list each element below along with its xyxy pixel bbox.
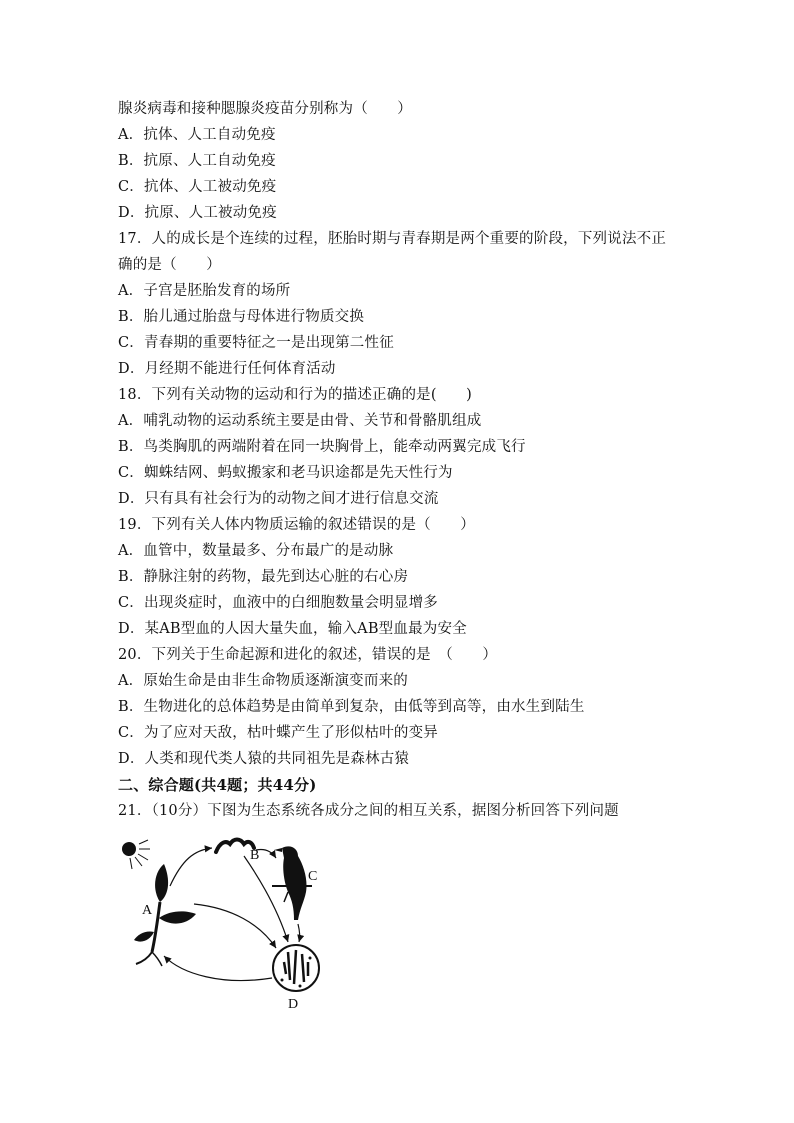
label-a: A xyxy=(142,903,153,918)
question-17-stem: 17．人的成长是个连续的过程，胚胎时期与青春期是两个重要的阶段，下列说法不正 xyxy=(118,231,667,247)
q18-option-d: D．只有具有社会行为的动物之间才进行信息交流 xyxy=(118,491,439,507)
arrow-a-to-d xyxy=(194,904,276,948)
q16-option-b: B．抗原、人工自动免疫 xyxy=(118,153,276,169)
q17-option-a: A．子宫是胚胎发育的场所 xyxy=(118,283,291,299)
q17-option-d: D．月经期不能进行任何体育活动 xyxy=(118,361,336,377)
q16-option-d: D．抗原、人工被动免疫 xyxy=(118,205,277,221)
q18-option-c: C．蜘蛛结网、蚂蚁搬家和老马识途都是先天性行为 xyxy=(118,465,453,481)
q18-option-a: A．哺乳动物的运动系统主要是由骨、关节和骨骼肌组成 xyxy=(118,413,482,429)
q17-option-b: B．胎儿通过胎盘与母体进行物质交换 xyxy=(118,309,365,325)
label-c: C xyxy=(308,869,318,884)
arrow-a-to-b xyxy=(170,848,212,886)
label-b: B xyxy=(250,848,260,863)
q16-option-c: C．抗体、人工被动免疫 xyxy=(118,179,277,195)
q19-option-c: C．出现炎症时，血液中的白细胞数量会明显增多 xyxy=(118,595,438,611)
q20-option-b: B．生物进化的总体趋势是由简单到复杂，由低等到高等，由水生到陆生 xyxy=(118,699,585,715)
q20-option-d: D．人类和现代类人猿的共同祖先是森林古猿 xyxy=(118,751,410,767)
q18-option-b: B．鸟类胸肌的两端附着在同一块胸骨上，能牵动两翼完成飞行 xyxy=(118,439,526,455)
question-18-stem: 18．下列有关动物的运动和行为的描述正确的是( ) xyxy=(118,387,472,403)
sun-icon xyxy=(122,840,150,869)
q17-option-c: C．青春期的重要特征之一是出现第二性征 xyxy=(118,335,394,351)
q19-option-b: B．静脉注射的药物，最先到达心脏的右心房 xyxy=(118,569,409,585)
arrow-c-to-d xyxy=(298,924,300,942)
section-heading: 二、综合题(共4题；共44分) xyxy=(118,776,317,794)
question-16-stem-tail: 腺炎病毒和接种腮腺炎疫苗分别称为（ ） xyxy=(118,101,412,117)
arrow-d-to-a xyxy=(164,956,272,981)
question-19-stem: 19．下列有关人体内物质运输的叙述错误的是（ ） xyxy=(118,517,475,533)
q20-option-c: C．为了应对天敌，枯叶蝶产生了形似枯叶的变异 xyxy=(118,725,438,741)
q19-option-d: D．某AB型血的人因大量失血，输入AB型血最为安全 xyxy=(118,621,467,637)
label-d: D xyxy=(288,997,299,1012)
ecosystem-diagram xyxy=(112,834,344,1016)
caterpillar-icon xyxy=(216,840,254,853)
question-21-stem: 21．（10分）下图为生态系统各成分之间的相互关系，据图分析回答下列问题 xyxy=(118,803,619,819)
bird-icon xyxy=(272,846,312,920)
decomposer-icon xyxy=(273,945,319,991)
question-17-stem-cont: 确的是（ ） xyxy=(118,257,221,273)
q19-option-a: A．血管中，数量最多、分布最广的是动脉 xyxy=(118,543,394,559)
arrow-b-to-d xyxy=(244,856,288,942)
q16-option-a: A．抗体、人工自动免疫 xyxy=(118,127,276,143)
question-20-stem: 20．下列关于生命起源和进化的叙述，错误的是 （ ） xyxy=(118,647,498,663)
q20-option-a: A．原始生命是由非生命物质逐渐演变而来的 xyxy=(118,673,408,689)
